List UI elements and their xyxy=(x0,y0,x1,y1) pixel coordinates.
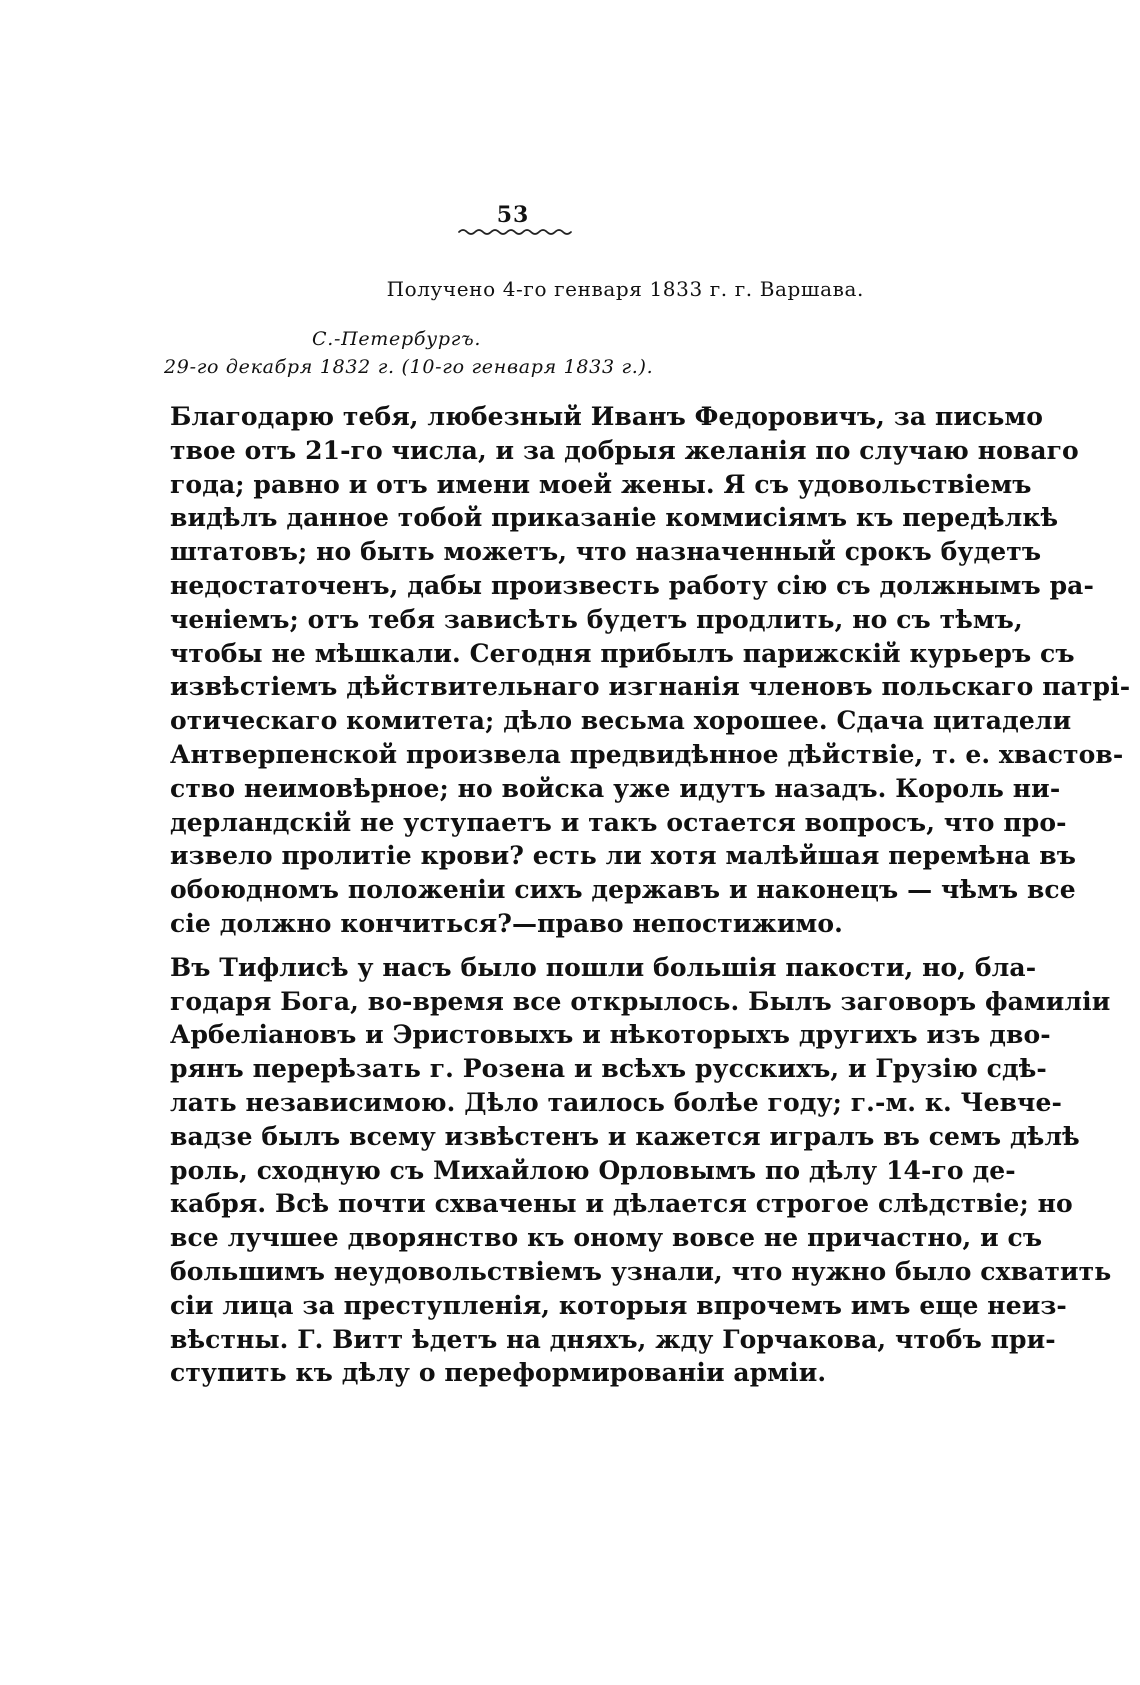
paragraph-two-line-7: роль, сходную съ Михайлою Орловымъ по дѣлу 14-го де- xyxy=(170,1155,1016,1185)
page-number-block xyxy=(0,203,1026,227)
paragraph-one-line-3: года; равно и отъ имени моей жены. Я съ удовольствіемъ xyxy=(170,469,1032,499)
paragraph-two-line-6: вадзе былъ всему извѣстенъ и кажется игралъ въ семъ дѣлѣ xyxy=(170,1121,1080,1151)
paragraph-one-line-14: извело пролитіе крови? есть ли хотя малѣйшая перемѣна въ xyxy=(170,841,1077,871)
paragraph-one-line-9: извѣстіемъ дѣйствительнаго изгнанія членовъ польскаго патрі- xyxy=(170,672,1131,702)
page-number: 53 xyxy=(496,202,530,228)
paragraph-two-line-1: Въ Тифлисѣ у насъ было пошли большія пакости, но, бла- xyxy=(170,952,1037,982)
letter-body xyxy=(170,400,1131,1390)
paragraph-two-line-9: все лучшее дворянство къ оному вовсе не причастно, и съ xyxy=(170,1223,1043,1253)
letter-date: 29-го декабря 1832 г. (10-го генваря 1833 г.). xyxy=(164,356,654,378)
paragraph-one-line-8: чтобы не мѣшкали. Сегодня прибылъ парижскій курьеръ съ xyxy=(170,638,1075,668)
paragraph-one-line-6: недостаточенъ, дабы произвесть работу сію съ должнымъ ра- xyxy=(170,570,1094,600)
letter-place: С.-Петербургъ. xyxy=(312,328,482,350)
paragraph-one-line-15: обоюдномъ положеніи сихъ державъ и наконецъ — чѣмъ все xyxy=(170,875,1076,905)
decorative-wavy-rule xyxy=(458,228,574,236)
paragraph-two-line-10: большимъ неудовольствіемъ узнали, что нужно было схватить xyxy=(170,1256,1112,1286)
paragraph-two-line-13: ступить къ дѣлу о переформированіи арміи. xyxy=(170,1358,827,1388)
paragraph-one-line-12: ство неимовѣрное; но войска уже идутъ назадъ. Король ни- xyxy=(170,773,1061,803)
paragraph-two-line-4: рянъ перерѣзать г. Розена и всѣхъ русскихъ, и Грузію сдѣ- xyxy=(170,1054,1047,1084)
paragraph-one-line-7: ченіемъ; отъ тебя зависѣть будетъ продлить, но съ тѣмъ, xyxy=(170,604,1023,634)
paragraph-two-line-2: годаря Бога, во-время все открылось. Былъ заговоръ фамиліи xyxy=(170,986,1111,1016)
paragraph-one-line-10: отическаго комитета; дѣло весьма хорошее. Сдача цитадели xyxy=(170,706,1072,736)
paragraph-one-line-1: Благодарю тебя, любезный Иванъ Федоровичъ, за письмо xyxy=(170,402,1043,431)
paragraph-one-line-4: видѣлъ данное тобой приказаніе коммисіямъ къ передѣлкѣ xyxy=(170,503,1059,533)
paragraph-one-line-16: сіе должно кончиться?—право непостижимо. xyxy=(170,908,843,938)
paragraph-gap xyxy=(170,941,864,951)
paragraph-one-line-11: Антверпенской произвела предвидѣнное дѣйствіе, т. е. хвастов- xyxy=(170,739,1124,769)
paragraph-two-line-8: кабря. Всѣ почти схвачены и дѣлается строгое слѣдствіе; но xyxy=(170,1189,1073,1219)
paragraph-two-line-11: сіи лица за преступленія, которыя впрочемъ имъ еще неиз- xyxy=(170,1290,1067,1320)
paragraph-two-line-12: вѣстны. Г. Витт ѣдетъ на дняхъ, жду Горчакова, чтобъ при- xyxy=(170,1324,1056,1354)
paragraph-one-line-13: дерландскій не уступаетъ и такъ остается вопросъ, что про- xyxy=(170,807,1067,837)
paragraph-two-line-3: Арбеліановъ и Эристовыхъ и нѣкоторыхъ другихъ изъ дво- xyxy=(170,1020,1051,1050)
received-note: Получено 4-го генваря 1833 г. г. Варшава. xyxy=(386,277,864,301)
paragraph-one-line-2: твое отъ 21-го числа, и за добрыя желанія по случаю новаго xyxy=(170,435,1079,465)
paragraph-two-line-5: лать независимою. Дѣло таилось болѣе году; г.-м. к. Чевче- xyxy=(170,1087,1062,1117)
paragraph-one-line-5: штатовъ; но быть можетъ, что назначенный срокъ будетъ xyxy=(170,537,1042,567)
